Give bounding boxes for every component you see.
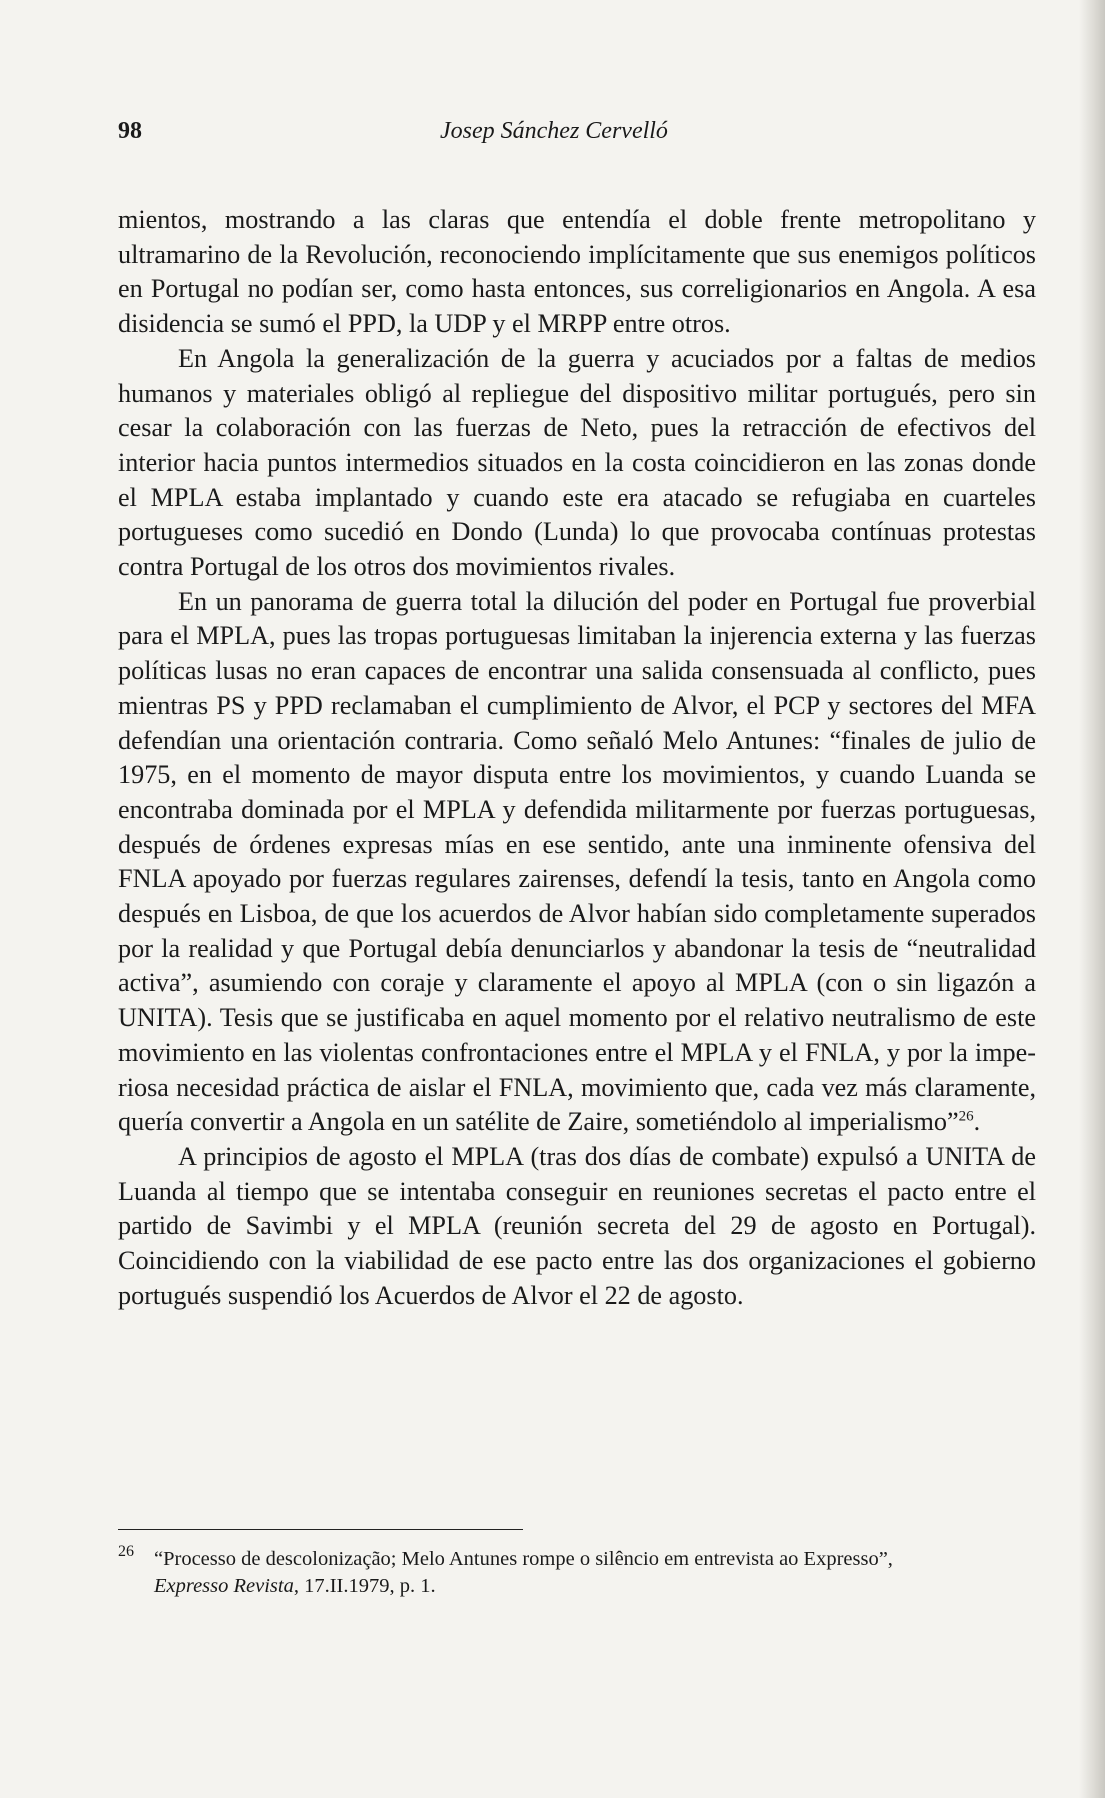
- footnote-citation: “Processo de descolonização; Melo Antunes rompe o silêncio em entrevista ao Expresso”,: [154, 1548, 893, 1570]
- footnote-source-line: [118, 1573, 1036, 1600]
- footnote: [118, 1543, 1036, 1600]
- footnote-marker: 26: [118, 1543, 134, 1560]
- paragraph-2: En Angola la generalización de la guerra y acuciados por a faltas de medios humanos y materiales obligó al repliegue del dispositivo militar portugués, pero sin cesar la colaboración con las fuerzas de Neto, pues la retracción de efectivos del interior hacia puntos intermedios situados en la costa coincidieron en las zonas donde el MPLA estaba implantado y cuando este era atacado se refugiaba en cuarteles portugueses como sucedió en Dondo (Lunda) lo que provocaba contínuas protestas contra Portugal de los otros dos movimientos rivales.: [118, 343, 1036, 582]
- paragraph-4: A principios de agosto el MPLA (tras dos días de combate) expulsó a UNITA de Luanda al tiempo que se intentaba conseguir en reuniones secretas el pacto entre el partido de Savimbi y el MPLA (reunión secreta del 29 de agosto en Portugal). Coincidiendo con la viabilidad de ese pacto entre las dos organizaciones el gobierno portugués suspendió los Acuerdos de Alvor el 22 de agosto.: [118, 1141, 1036, 1310]
- footnote-source: Expresso Revista: [154, 1575, 294, 1597]
- page-header: [118, 118, 1038, 148]
- running-head: Josep Sánchez Cervelló: [440, 118, 668, 144]
- page-edge-shadow: [1079, 0, 1105, 1798]
- paragraph-3: [118, 585, 1036, 1140]
- paragraph-3-text: En un panorama de guerra total la dilución del poder en Portugal fue proverbial para el MPLA, pues las tropas portuguesas limitaban la injerencia externa y las fuerzas políticas lusas no eran capaces de encontrar una salida consensuada al conflicto, pues mientras PS y PPD reclamaban el cumplimiento de Alvor, el PCP y sectores del MFA defendían una orientación contraria. Como señaló Melo Antunes: “finales de julio de 1975, en el momento de mayor disputa entre los movimientos, y cuando Luanda se encontraba dominada por el MPLA y defendida militarmente por fuerzas portuguesas, después de órdenes expresas mías en ese sentido, ante una inminente ofensiva del FNLA apoyado por fuerzas regulares zairenses, defendí la tesis, tanto en Angola como después en Lisboa, de que los acuerdos de Alvor habían sido completamente superados por la realidad y que Portugal debía denunciarlos y abandonar la tesis de “neutralidad activa”, asumiendo con coraje y claramente el apoyo al MPLA (con o sin ligazón a UNITA). Tesis que se justificaba en aquel momento por el relativo neutralismo de este movimiento en las violentas confrontaciones entre el MPLA y el FNLA, y por la imperiosa necesidad práctica de aislar el FNLA, movimiento que, cada vez más claramente, quería convertir a Angola en un satélite de Zaire, sometiéndolo al imperialismo”: [118, 586, 1036, 1137]
- body-text: [118, 203, 1036, 1314]
- page-number: 98: [118, 118, 142, 144]
- footnote-details: , 17.II.1979, p. 1.: [293, 1575, 436, 1597]
- paragraph-1: mientos, mostrando a las claras que entendía el doble frente metropolitano y ultramarino de la Revolución, reconociendo implícitamente que sus enemigos políticos en Portugal no podían ser, como hasta entonces, sus correligionarios en Angola. A esa disidencia se sumó el PPD, la UDP y el MRPP entre otros.: [118, 205, 1036, 339]
- footnote-divider: [118, 1529, 523, 1530]
- paragraph-3-tail: .: [973, 1107, 981, 1137]
- footnote-reference[interactable]: 26: [958, 1108, 974, 1125]
